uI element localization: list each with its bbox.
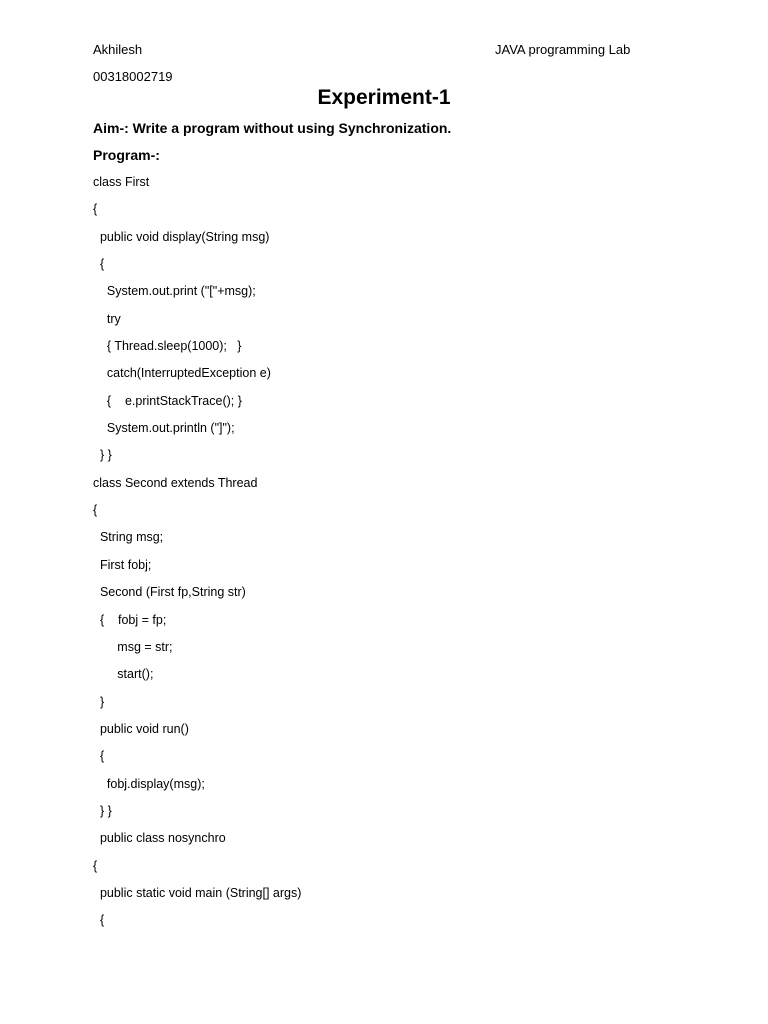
code-line: class Second extends Thread — [93, 475, 258, 490]
code-line: } } — [93, 803, 112, 818]
roll-number: 00318002719 — [93, 69, 173, 84]
code-line: start(); — [93, 667, 154, 682]
code-line: System.out.println ("]"); — [93, 421, 235, 436]
program-label: Program-: — [93, 147, 160, 163]
code-line: } } — [93, 448, 112, 463]
code-line: { — [93, 858, 98, 873]
code-line: public class nosynchro — [93, 831, 226, 846]
code-line: catch(InterruptedException e) — [93, 366, 271, 381]
code-line: First fobj; — [93, 557, 152, 572]
code-line: { Thread.sleep(1000); } — [93, 339, 242, 354]
page-title: Experiment-1 — [317, 86, 451, 109]
code-line: public void run() — [93, 721, 189, 736]
code-line: msg = str; — [93, 639, 173, 654]
code-line: } — [93, 694, 105, 709]
course-name: JAVA programming Lab — [495, 42, 631, 57]
code-line: fobj.display(msg); — [93, 776, 205, 791]
code-line: try — [93, 311, 121, 326]
author-name: Akhilesh — [93, 42, 143, 57]
code-line: { — [93, 503, 98, 518]
aim-statement: Aim-: Write a program without using Synchronization. — [93, 120, 452, 136]
code-line: String msg; — [93, 530, 164, 545]
code-line: { e.printStackTrace(); } — [93, 393, 242, 408]
code-line: public void display(String msg) — [93, 229, 270, 244]
code-line: { fobj = fp; — [93, 612, 167, 627]
code-block — [93, 174, 733, 940]
code-line: { — [93, 202, 98, 217]
code-line: { — [93, 257, 105, 272]
code-line: { — [93, 913, 105, 928]
code-line: Second (First fp,String str) — [93, 585, 246, 600]
code-line: public static void main (String[] args) — [93, 885, 302, 900]
code-line: System.out.print ("["+msg); — [93, 284, 256, 299]
code-line: class First — [93, 175, 150, 189]
code-line: { — [93, 749, 105, 764]
